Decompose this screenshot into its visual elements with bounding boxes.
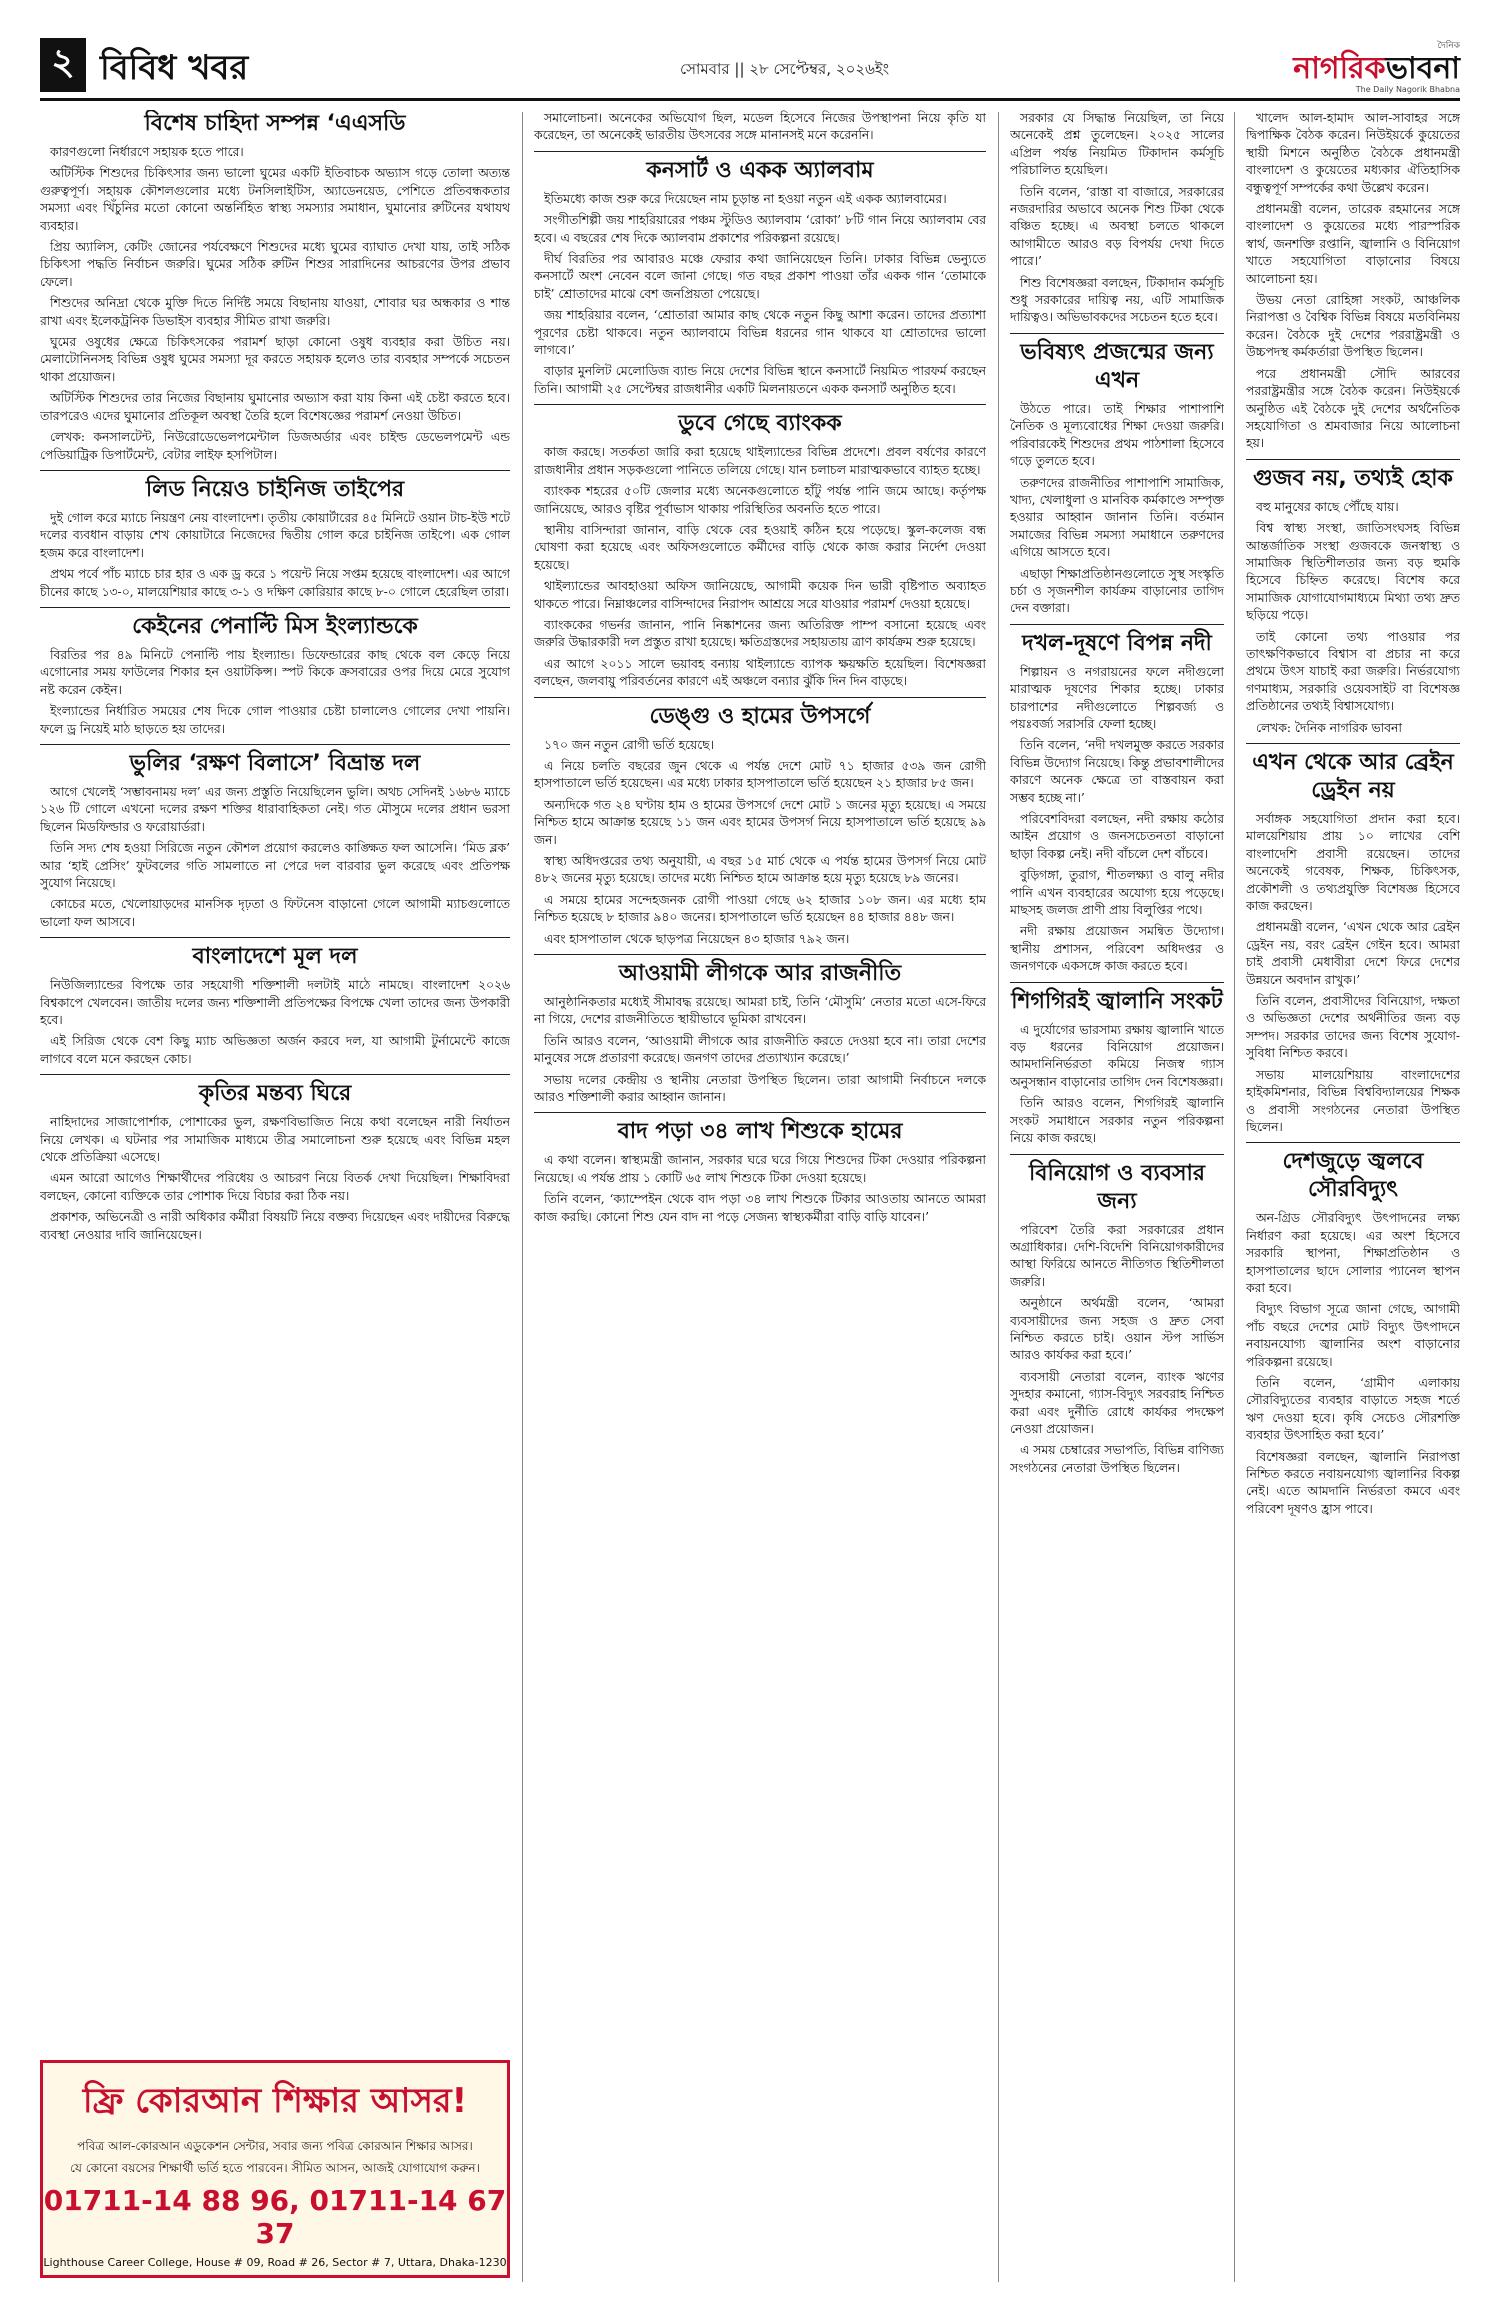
- article-paragraph: তিনি বলেন, ‘ক্যাম্পেইন থেকে বাদ পড়া ৩৪ লাখ শিশুকে টিকার আওতায় আনতে আমরা কাজ করছি। কোনো শিশু যেন বাদ না পড়ে সেজন্য স্বাস্থ্যকর্মীরা বাড়ি বাড়ি যাবেন।’: [534, 1192, 986, 1224]
- article-paragraph: কাজ করছে। সতর্কতা জারি করা হয়েছে থাইল্যান্ডের বিভিন্ন প্রদেশে। প্রবল বর্ষণের কারণে রাজধানীর প্রধান সড়কগুলো পানিতে তলিয়ে গেছে। যান চলাচল মারাত্মকভাবে ব্যাহত হচ্ছে।: [534, 445, 986, 477]
- article-headline: লিড নিয়েও চাইনিজ তাইপের: [40, 470, 510, 504]
- article-paragraph: বহু মানুষের কাছে পৌঁছে যায়।: [1256, 499, 1399, 514]
- article-paragraph: বাড়ার মুনলিট মেলোডিজ ব্যান্ড নিয়ে দেশের বিভিন্ন স্থানে কনসার্টে নিয়মিত পারফর্ম করছেন তিনি। আগামী ২৫ সেপ্টেম্বর রাজধানীর একটি মিলনায়তনে একক কনসার্ট অনুষ্ঠিত হবে।: [534, 364, 986, 396]
- article-paragraph: প্রধানমন্ত্রী বলেন, ‘এখন থেকে আর ব্রেইন ড্রেইন নয়, বরং ব্রেইন গেইন হবে। আমরা চাই প্রবাসী মেধাবীরা দেশে ফিরে দেশের উন্নয়নে অবদান রাখুক।’: [1246, 920, 1460, 987]
- article-paragraph: খালেদ আল-হামাদ আল-সাবাহর সঙ্গে দ্বিপাক্ষিক বৈঠক করেন। নিউইয়র্কে কুয়েতের স্থায়ী মিশনে অনুষ্ঠিত বৈঠকে প্রধানমন্ত্রী বাংলাদেশ ও কুয়েতের মধ্যকার ঐতিহাসিক বন্ধুত্বপূর্ণ সম্পর্কের কথা উল্লেখ করেন।: [1246, 111, 1460, 195]
- article-headline: কৃতির মন্তব্য ঘিরে: [40, 1074, 510, 1108]
- article-paragraph: প্রধানমন্ত্রী বলেন, তারেক রহমানের সঙ্গে বাংলাদেশ ও কুয়েতের মধ্যে পারস্পরিক স্বার্থ, জনশক্তি রপ্তানি, জ্বালানি ও বিনিয়োগ খাতে সহযোগিতা বাড়ানোর বিষয়ে আলোচনা হয়।: [1246, 202, 1460, 286]
- article-paragraph: এ নিয়ে চলতি বছরের জুন থেকে এ পর্যন্ত দেশে মোট ৭১ হাজার ৫৩৯ জন রোগী হাসপাতালে ভর্তি হয়েছেন। এর মধ্যে ঢাকার হাসপাতালে ভর্তি হয়েছেন ২১ হাজার ৮৫ জন।: [534, 758, 986, 791]
- article-headline: শিগগিরই জ্বালানি সংকট: [1010, 982, 1224, 1016]
- article-paragraph: এ দুর্যোগের ভারসাম্য রক্ষায় জ্বালানি খাতে বড় ধরনের বিনিয়োগ প্রয়োজন। আমদানিনির্ভরতা কমিয়ে নিজস্ব গ্যাস অনুসন্ধান বাড়ানোর তাগিদ দেন বিশেষজ্ঞরা।: [1010, 1022, 1224, 1089]
- article-paragraph: বিশ্ব স্বাস্থ্য সংস্থা, জাতিসংঘসহ বিভিন্ন আন্তর্জাতিক সংস্থা গুজবকে জনস্বাস্থ্য ও সামাজিক স্থিতিশীলতার জন্য বড় হুমকি হিসেবে চিহ্নিত করেছে। বিশেষ করে সামাজিক যোগাযোগমাধ্যমে মিথ্যা তথ্য দ্রুত ছড়িয়ে পড়ে।: [1246, 521, 1460, 623]
- article: [534, 697, 986, 948]
- ad-address: Lighthouse Career College, House # 09, Road # 26, Sector # 7, Uttara, Dhaka-1230: [43, 2256, 507, 2269]
- article: [40, 937, 510, 1068]
- article-paragraph: নাহিদাদের সাজাপোর্শাক, পোশাকের ভুল, রক্ষণবিভাজিত নিয়ে কথা বলেছেন নারী নির্যাতন নিয়ে লেখক। এ ঘটনার পর সামাজিক মাধ্যমে তীব্র সমালোচনা শুরু হয়েছে এবং বিভিন্ন মহল থেকে প্রতিক্রিয়া এসেছে।: [40, 1115, 510, 1165]
- article: [534, 151, 986, 398]
- quran-class-advertisement: [40, 2060, 510, 2278]
- ad-line-1: পবিত্র আল-কোরআন এডুকেশন সেন্টার, সবার জন্য পবিত্র কোরআন শিক্ষার আসর।: [77, 2139, 473, 2153]
- article: [1246, 459, 1460, 737]
- article-paragraph: অন-গ্রিড সৌরবিদ্যুৎ উৎপাদনের লক্ষ্য নির্ধারণ করা হয়েছে। এর অংশ হিসেবে সরকারি স্থাপনা, শিক্ষাপ্রতিষ্ঠান ও হাসপাতালের ছাদে সোলার প্যানেল স্থাপন করা হবে।: [1246, 1211, 1460, 1295]
- article: [1010, 110, 1224, 327]
- article: [1010, 1154, 1224, 1478]
- column-1: [40, 110, 510, 2050]
- article-paragraph: সর্বাঙ্গক সহযোগিতা প্রদান করা হবে। মালয়েশিয়ায় প্রায় ১০ লাখের বেশি বাংলাদেশি প্রবাসী রয়েছেন। তাদের অনেকেই গবেষক, শিক্ষক, চিকিৎসক, প্রকৌশলী ও তথ্যপ্রযুক্তি বিশেষজ্ঞ হিসেবে কাজ করছেন।: [1246, 812, 1460, 914]
- article-paragraph: প্রথম পর্বে পাঁচ ম্যাচে চার হার ও এক ড্র করে ১ পয়েন্ট নিয়ে সপ্তম হয়েছে বাংলাদেশ। এর আগে চীনের কাছে ১৩-০, মালয়েশিয়ার কাছে ৩-১ ও দক্ষিণ কোরিয়ার কাছে ৮-০ গোলে হেরেছিল তারা।: [40, 567, 510, 599]
- article-paragraph: এবং হাসপাতাল থেকে ছাড়পত্র নিয়েছেন ৪৩ হাজার ৭৯২ জন।: [544, 931, 850, 946]
- article-paragraph: পরে প্রধানমন্ত্রী সৌদি আরবের পররাষ্ট্রমন্ত্রীর সঙ্গে বৈঠক করেন। নিউইয়র্কে অনুষ্ঠিত এই বৈঠকে দুই দেশের অর্থনৈতিক সহযোগিতা ও শ্রমবাজার নিয়ে আলোচনা হয়।: [1246, 366, 1460, 451]
- article-paragraph: শিশুদের অনিদ্রা থেকে মুক্তি দিতে নির্দিষ্ট সময়ে বিছানায় যাওয়া, শোবার ঘর অন্ধকার ও শান্ত রাখা এবং ইলেকট্রনিক ডিভাইস ব্যবহার সীমিত রাখা জরুরি।: [40, 296, 510, 328]
- article-headline: গুজব নয়, তথ্যই হোক: [1246, 459, 1460, 493]
- article-headline: বিশেষ চাহিদা সম্পন্ন ‘এএসডি: [144, 111, 406, 136]
- article-paragraph: ব্যাংককের গভর্নর জানান, পানি নিষ্কাশনের জন্য অতিরিক্ত পাম্প বসানো হয়েছে এবং জরুরি উদ্ধারকারী দল প্রস্তুত রাখা হয়েছে। ক্ষতিগ্রস্তদের সহায়তায় ত্রাণ কার্যক্রম শুরু হয়েছে।: [534, 617, 986, 650]
- article-paragraph: বিশেষজ্ঞরা বলছেন, জ্বালানি নিরাপত্তা নিশ্চিত করতে নবায়নযোগ্য জ্বালানির বিকল্প নেই। এতে আমদানি নির্ভরতা কমবে এবং পরিবেশ দূষণও হ্রাস পাবে।: [1246, 1449, 1460, 1516]
- article-paragraph: নিউজিল্যান্ডের বিপক্ষে তার সহযোগী শক্তিশালী দলটাই মাঠে নামছে। বাংলাদেশ ২০২৬ বিশ্বকাপে খেলবেন। জাতীয় দলের জন্য শক্তিশালী প্রতিপক্ষের বিপক্ষে খেলা তাদের জন্য উপকারী হবে।: [40, 978, 510, 1028]
- article-paragraph: স্বাস্থ্য অধিদপ্তরের তথ্য অনুযায়ী, এ বছর ১৫ মার্চ থেকে এ পর্যন্ত হামের উপসর্গ নিয়ে মোট ৪৮২ জনের মৃত্যু হয়েছে। তাদের মধ্যে নিশ্চিত হামে আক্রান্ত হয়ে মৃত্যু হয়েছে ৮৯ জনের।: [534, 854, 986, 886]
- article: [534, 110, 986, 145]
- article: [40, 607, 510, 738]
- article-paragraph: এই সিরিজ থেকে বেশ কিছু ম্যাচ অভিজ্ঞতা অর্জন করবে দল, যা আগামী টুর্নামেন্টে কাজে লাগবে বলে মনে করছেন কোচ।: [40, 1034, 510, 1066]
- article-paragraph: এ সময়ে হামের সন্দেহজনক রোগী পাওয়া গেছে ৬২ হাজার ১০৮ জন। এর মধ্যে হাম নিশ্চিত হয়েছে ৮ হাজার ৯৪০ জনের। হাসপাতালে ভর্তি হয়েছেন ৪৪ হাজার ৪৪৮ জন।: [534, 892, 986, 925]
- article-paragraph: তাই কোনো তথ্য পাওয়ার পর তাৎক্ষণিকভাবে বিশ্বাস বা প্রচার না করে প্রথমে উৎস যাচাই করা জরুরি। নির্ভরযোগ্য গণমাধ্যম, সরকারি ওয়েবসাইট বা বিশেষজ্ঞ প্রতিষ্ঠানের তথ্যই বিশ্বাসযোগ্য।: [1246, 629, 1460, 714]
- article-paragraph: তিনি বলেন, ‘গ্রামীণ এলাকায় সৌরবিদ্যুতের ব্যবহার বাড়াতে সহজ শর্তে ঋণ দেওয়া হবে। কৃষি সেচেও সৌরশক্তি ব্যবহার উৎসাহিত করা হবে।’: [1246, 1375, 1460, 1443]
- article-paragraph: তিনি আরও বলেন, শিগগিরই জ্বালানি সংকট সমাধানে সরকার নতুন পরিকল্পনা নিয়ে কাজ করছে।: [1010, 1096, 1224, 1146]
- column-2: [534, 110, 986, 2280]
- article-paragraph: ইতিমধ্যে কাজ শুরু করে দিয়েছেন নাম চূড়ান্ত না হওয়া নতুন এই একক অ্যালবামের।: [544, 191, 947, 206]
- article-paragraph: সমালোচনা। অনেকের অভিযোগ ছিল, মডেল হিসেবে নিজের উপস্থাপনা নিয়ে কৃতি যা করেছেন, তা অনেকেই ভারতীয় উৎসবের সঙ্গে মানানসই মনে করেননি।: [534, 111, 986, 143]
- article-paragraph: স্থানীয় বাসিন্দারা জানান, বাড়ি থেকে বের হওয়াই কঠিন হয়ে পড়েছে। স্কুল-কলেজ বন্ধ ঘোষণা করা হয়েছে এবং অফিসগুলোতে কর্মীদের বাড়ি থেকে কাজ করার নির্দেশ দেওয়া হয়েছে।: [534, 522, 986, 572]
- masthead-name: [1260, 53, 1460, 85]
- article: [1246, 743, 1460, 1136]
- article-paragraph: বুড়িগঙ্গা, তুরাগ, শীতলক্ষ্যা ও বালু নদীর পানি এখন ব্যবহারের অযোগ্য হয়ে পড়েছে। মাছসহ জলজ প্রাণী প্রায় বিলুপ্তির পথে।: [1010, 868, 1224, 918]
- article-paragraph: তিনি বলেন, ‘রাস্তা বা বাজারে, সরকারের নজরদারির অভাবে অনেক শিশু টিকা থেকে বঞ্চিত হচ্ছে। এ অবস্থা চলতে থাকলে আগামীতে আরও বড় বিপর্যয় দেখা দিতে পারে।’: [1010, 184, 1224, 269]
- article-paragraph: সংগীতশিল্পী জয় শাহরিয়ারের পঞ্চম স্টুডিও অ্যালবাম ‘রোকা’ ৮টি গান নিয়ে অ্যালবাম বের হবে। এ বছরের শেষ দিকে অ্যালবাম প্রকাশের পরিকল্পনা রয়েছে।: [534, 213, 986, 245]
- article-headline: আওয়ামী লীগকে আর রাজনীতি: [534, 954, 986, 988]
- article: [1246, 110, 1460, 453]
- article-paragraph: থাইল্যান্ডের আবহাওয়া অফিস জানিয়েছে, আগামী কয়েক দিন ভারী বৃষ্টিপাত অব্যাহত থাকতে পারে। নিম্নাঞ্চলের বাসিন্দাদের নিরাপদ আশ্রয়ে সরে যাওয়ার পরামর্শ দেওয়া হয়েছে।: [534, 579, 986, 611]
- article-paragraph: শিল্পায়ন ও নগরায়নের ফলে নদীগুলো মারাত্মক দূষণের শিকার হচ্ছে। ঢাকার চারপাশের নদীগুলোতে শিল্পবর্জ্য ও পয়ঃবর্জ্য সরাসরি ফেলা হচ্ছে।: [1010, 664, 1224, 731]
- article-paragraph: তরুণদের রাজনীতির পাশাপাশি সামাজিক, খাদ্য, খেলাধুলা ও মানবিক কর্মকাণ্ডে সম্পৃক্ত হওয়ার আহ্বান জানান তিনি। বর্তমান সমাজের বিভিন্ন সমস্যা সমাধানে তরুণদের এগিয়ে আসতে হবে।: [1010, 475, 1224, 560]
- article-paragraph: তিনি বলেন, ‘নদী দখলমুক্ত করতে সরকার বিভিন্ন উদ্যোগ নিয়েছে। কিন্তু প্রভাবশালীদের কারণে অনেক ক্ষেত্রে তা বাস্তবায়ন করা সম্ভব হচ্ছে না।’: [1010, 738, 1224, 805]
- article-paragraph: পরিবেশবিদরা বলছেন, নদী রক্ষায় কঠোর আইন প্রয়োগ ও জনসচেতনতা বাড়ানো ছাড়া বিকল্প নেই। নদী বাঁচলে দেশ বাঁচবে।: [1010, 812, 1224, 861]
- column-4: [1246, 110, 1460, 2280]
- page-number: ২: [40, 38, 86, 92]
- article-paragraph: কোচের মতে, খেলোয়াড়দের মানসিক দৃঢ়তা ও ফিটনেস বাড়ানো গেলে আগামী ম্যাচগুলোতে ভালো ফল আসবে।: [40, 897, 510, 929]
- article-paragraph: এমন আরো আগেও শিক্ষার্থীদের পরিধেয় ও আচরণ নিয়ে বিতর্ক দেখা দিয়েছিল। শিক্ষাবিদরা বলছেন, কোনো ব্যক্তিকে তার পোশাক দিয়ে বিচার করা ঠিক নয়।: [40, 1171, 510, 1203]
- article-headline: বাংলাদেশে মূল দল: [40, 937, 510, 971]
- article-paragraph: উঠতে পারে। তাই শিক্ষার পাশাপাশি নৈতিক ও মূল্যবোধের শিক্ষা দেওয়া জরুরি। পরিবারকেই শিশুদের প্রথম পাঠশালা হিসেবে গড়ে তুলতে হবে।: [1010, 401, 1224, 469]
- article-paragraph: তিনি বলেন, প্রবাসীদের বিনিয়োগ, দক্ষতা ও অভিজ্ঞতা দেশের অর্থনীতির জন্য বড় সম্পদ। সরকার তাদের জন্য বিশেষ সুযোগ-সুবিধা নিশ্চিত করবে।: [1246, 994, 1460, 1061]
- article-paragraph: আনুষ্ঠানিকতার মধ্যেই সীমাবদ্ধ রয়েছে। আমরা চাই, তিনি ‘মৌসুমি’ নেতার মতো এসে-ফিরে না গিয়ে, দেশের রাজনীতিতে স্থায়ীভাবে ভূমিকা রাখবেন।: [534, 995, 986, 1027]
- article-paragraph: ঘুমের ওষুধের ক্ষেত্রে চিকিৎসকের পরামর্শ ছাড়া কোনো ওষুধ ব্যবহার করা উচিত নয়। মেলাটোনিনসহ বিভিন্ন ওষুধ ঘুমের সমস্যা দূর করতে সহায়ক হলেও তার ব্যবহার সম্পর্কে সচেতন থাকা প্রয়োজন।: [40, 335, 510, 384]
- article: [534, 1112, 986, 1226]
- article: [1246, 1142, 1460, 1518]
- article-paragraph: তিনি আরও বলেন, ‘আওয়ামী লীগকে আর রাজনীতি করতে দেওয়া হবে না। তারা দেশের মানুষের সঙ্গে প্রতারণা করেছে। জনগণ তাদের প্রত্যাখ্যান করেছে।’: [534, 1033, 986, 1066]
- column-3: [1010, 110, 1224, 2280]
- article: [1010, 624, 1224, 976]
- article-paragraph: অটিস্টিক শিশুদের চিকিৎসার জন্য ভালো ঘুমের একটি ইতিবাচক অভ্যাস গড়ে তোলা অত্যন্ত গুরুত্বপূর্ণ। সহায়ক কৌশলগুলোর মধ্যে টনসিলাইটিস, অ্যাডেনয়েড, পেশিতে প্রতিবন্ধকতার সমস্যা এবং খিঁচুনির মতো কোনো অন্তর্নিহিত স্বাস্থ্য সমস্যার সমাধান, ঘুমানোর রুটিনের যথাযথ ব্যবহার।: [40, 166, 510, 233]
- article-paragraph: জয় শাহরিয়ার বলেন, ‘শ্রোতারা আমার কাছ থেকে নতুন কিছু আশা করেন। তাদের প্রত্যাশা পূরণের চেষ্টা থাকবে। নতুন অ্যালবামে বিভিন্ন ধরনের গান থাকবে যা শ্রোতাদের ভালো লাগবে।’: [534, 308, 986, 358]
- article: [40, 470, 510, 601]
- article-paragraph: তিনি সদ্য শেষ হওয়া সিরিজে নতুন কৌশল প্রয়োগ করলেও কাঙ্ক্ষিত ফল আসেনি। ‘মিড ব্লক’ আর ‘হাই প্রেসিং’ ফুটবলের গতি সামলাতে না পেরে দল বারবার ভুল করেছে এবং প্রতিপক্ষ সুযোগ নিয়েছে।: [40, 841, 510, 890]
- article-paragraph: দুই গোল করে ম্যাচে নিয়ন্ত্রণ নেয় বাংলাদেশ। তৃতীয় কোয়ার্টারের ৪৫ মিনিটে ওয়ান টাচ-ইউ শটে দলের ব্যবধান বাড়ায় শেখ কোয়াটারে নিজেদের দ্বিতীয় গোল করে চাইনিজ তাইপে। এক গোল হজম করে বাংলাদেশ।: [40, 510, 510, 560]
- article: [1010, 333, 1224, 618]
- article-paragraph: প্রিয় অ্যালিস, কেটিং জোনের পর্যবেক্ষণে শিশুদের মধ্যে ঘুমের ব্যাঘাত দেখা যায়, তাই সঠিক চিকিৎসা পদ্ধতি নির্বাচন জরুরি। ঘুমের সঠিক রুটিন শিশুর সারাদিনের আচরণের উপর প্রভাব ফেলে।: [40, 240, 510, 289]
- article-headline: এখন থেকে আর ব্রেইন ড্রেইন নয়: [1246, 743, 1460, 805]
- article-paragraph: এছাড়া শিক্ষাপ্রতিষ্ঠানগুলোতে সুস্থ সংস্কৃতি চর্চা ও সৃজনশীল কার্যক্রম বাড়ানোর তাগিদ দেন বক্তারা।: [1010, 566, 1224, 616]
- article-headline: দেশজুড়ে জ্বলবে সৌরবিদ্যুৎ: [1246, 1142, 1460, 1204]
- article: [40, 110, 510, 464]
- article-headline: দখল-দূষণে বিপন্ন নদী: [1010, 624, 1224, 658]
- ad-line-2: যে কোনো বয়সের শিক্ষার্থী ভর্তি হতে পারবেন। সীমিত আসন, আজই যোগাযোগ করুন।: [70, 2161, 480, 2175]
- masthead-name-red: নাগরিক: [1293, 51, 1386, 86]
- article-paragraph: সরকার যে সিদ্ধান্ত নিয়েছিল, তা নিয়ে অনেকেই প্রশ্ন তুলেছেন। ২০২৫ সালের এপ্রিল পর্যন্ত নিয়মিত টিকাদান কর্মসূচি পরিচালিত হয়েছিল।: [1010, 111, 1224, 178]
- article-paragraph: সভায় মালয়েশিয়ায় বাংলাদেশের হাইকমিশনার, বিভিন্ন বিশ্ববিদ্যালয়ের শিক্ষক ও প্রবাসী সংগঠনের নেতারা উপস্থিত ছিলেন।: [1246, 1067, 1460, 1134]
- section-title: বিবিধ খবর: [100, 48, 249, 88]
- article-headline: কেইনের পেনাল্টি মিস ইংল্যান্ডকে: [40, 607, 510, 641]
- article-paragraph: এ সময় চেম্বারের সভাপতি, বিভিন্ন বাণিজ্য সংগঠনের নেতারা উপস্থিত ছিলেন।: [1010, 1443, 1224, 1475]
- issue-date: সোমবার || ২৮ সেপ্টেম্বর, ২০২৬ইং: [680, 60, 890, 78]
- article-headline: ডুবে গেছে ব্যাংকক: [534, 404, 986, 438]
- article-paragraph: ব্যবসায়ী নেতারা বলেন, ব্যাংক ঋণের সুদহার কমানো, গ্যাস-বিদ্যুৎ সরবরাহ নিশ্চিত করা এবং দুর্নীতি রোধে কার্যকর পদক্ষেপ নেওয়া প্রয়োজন।: [1010, 1369, 1224, 1436]
- page-header: [40, 38, 1460, 101]
- article-headline: ভুলির ‘রক্ষণ বিলাসে’ বিভ্রান্ত দল: [40, 744, 510, 778]
- newspaper-masthead: [1260, 38, 1460, 92]
- article-paragraph: ইংল্যান্ডের নির্ধারিত সময়ের শেষ দিকে গোল পাওয়ার চেষ্টা চালালেও গোলের দেখা পায়নি। ফলে ড্র নিয়েই মাঠ ছাড়তে হয় তাদের।: [40, 704, 510, 736]
- article-paragraph: বিদ্যুৎ বিভাগ সূত্রে জানা গেছে, আগামী পাঁচ বছরে দেশের মোট বিদ্যুৎ উৎপাদনে নবায়নযোগ্য জ্বালানির অংশ বাড়ানোর পরিকল্পনা রয়েছে।: [1246, 1302, 1460, 1369]
- article-paragraph: এর আগে ২০১১ সালে ভয়াবহ বন্যায় থাইল্যান্ডে ব্যাপক ক্ষয়ক্ষতি হয়েছিল। বিশেষজ্ঞরা বলছেন, জলবায়ু পরিবর্তনের কারণে এই অঞ্চলে বন্যার ঝুঁকি দিন দিন বাড়ছে।: [534, 656, 986, 689]
- article: [534, 404, 986, 690]
- article-paragraph: বিরতির পর ৪৯ মিনিটে পেনাল্টি পায় ইংল্যান্ড। ডিফেন্ডারের কাছ থেকে বল কেড়ে নিয়ে এগোনোর সময় ফাউলের শিকার হন ওয়াটকিন্স। স্পট কিকে ক্রসবারের ওপর দিয়ে মেরে সুযোগ নষ্ট করেন কেইন।: [40, 647, 510, 697]
- ad-title: ফ্রি কোরআন শিক্ষার আসর!: [82, 2081, 468, 2121]
- article-paragraph: নদী রক্ষায় প্রয়োজন সমন্বিত উদ্যোগ। স্থানীয় প্রশাসন, পরিবেশ অধিদপ্তর ও জনগণকে একসঙ্গে কাজ করতে হবে।: [1010, 924, 1224, 974]
- article-paragraph: উভয় নেতা রোহিঙ্গা সংকট, আঞ্চলিক নিরাপত্তা ও বৈশ্বিক বিভিন্ন বিষয়ে মতবিনিময় করেন। বৈঠকে দুই দেশের পররাষ্ট্রমন্ত্রী ও উচ্চপদস্থ কর্মকর্তারা উপস্থিত ছিলেন।: [1246, 293, 1460, 360]
- article-headline: বিনিয়োগ ও ব্যবসার জন্য: [1010, 1154, 1224, 1216]
- article-paragraph: সভায় দলের কেন্দ্রীয় ও স্থানীয় নেতারা উপস্থিত ছিলেন। তারা আগামী নির্বাচনে দলকে আরও শক্তিশালী করার আহ্বান জানান।: [534, 1072, 986, 1105]
- masthead-tag: দৈনিক: [1437, 41, 1460, 51]
- masthead-subtitle: The Daily Nagorik Bhabna: [1355, 85, 1460, 94]
- article: [40, 1074, 510, 1244]
- article-paragraph: প্রকাশক, অভিনেত্রী ও নারী অধিকার কর্মীরা বিষয়টি নিয়ে বক্তব্য দিয়েছেন এবং দায়ীদের বিরুদ্ধে ব্যবস্থা নেওয়ার দাবি জানিয়েছেন।: [40, 1210, 510, 1242]
- article-paragraph: দীর্ঘ বিরতির পর আবারও মঞ্চে ফেরার কথা জানিয়েছেন তিনি। ঢাকার বিভিন্ন ভেন্যুতে কনসার্টে অংশ নেবেন বলে জানা গেছে। গত বছর প্রকাশ পাওয়া তাঁর একক গান ‘তোমাকে চাই’ শ্রোতাদের মাঝে বেশ জনপ্রিয়তা পেয়েছে।: [534, 252, 986, 301]
- article-headline: ডেঙ্গু ও হামের উপসর্গে: [534, 697, 986, 731]
- article-paragraph: লেখক: দৈনিক নাগরিক ভাবনা: [1256, 720, 1402, 735]
- article-paragraph: পরিবেশ তৈরি করা সরকারের প্রধান অগ্রাধিকার। দেশি-বিদেশি বিনিয়োগকারীদের আস্থা ফিরিয়ে আনতে নীতিগত স্থিতিশীলতা জরুরি।: [1010, 1222, 1224, 1289]
- article-paragraph: অন্যদিকে গত ২৪ ঘণ্টায় হাম ও হামের উপসর্গে দেশে মোট ১ জনের মৃত্যু হয়েছে। এ সময়ে নিশ্চিত হামে আক্রান্ত হয়েছে ১১ জন এবং হামের উপসর্গ নিয়ে হাসপাতালে ভর্তি হয়েছে ৯৯ জন।: [534, 797, 986, 847]
- article-paragraph: অনুষ্ঠানে অর্থমন্ত্রী বলেন, ‘আমরা ব্যবসায়ীদের জন্য সহজ ও দ্রুত সেবা নিশ্চিত করতে চাই। ওয়ান স্টপ সার্ভিস আরও কার্যকর করা হবে।’: [1010, 1296, 1224, 1363]
- article-paragraph: আগে খেলেই ‘সম্ভাবনাময় দল’ এর জন্য প্রস্তুতি নিয়েছিলেন ভুলি। অথচ সেদিনই ১৬৮৬ ম্যাচে ১২৬ টি গোলে এখনো দলের রক্ষণ শক্তির ধারাবাহিকতা নেই। গত মৌসুমে দলের প্রধান ভরসা ছিলেন মিডফিল্ডার ও ফরোয়ার্ডরা।: [40, 784, 510, 834]
- masthead-name-black: ভাবনা: [1385, 51, 1460, 86]
- article: [40, 744, 510, 931]
- article-paragraph: অটিস্টিক শিশুদের তার নিজের বিছানায় ঘুমানোর অভ্যাস করা যায় কিনা এই চেষ্টা করতে হবে। তারপরেও এদের ঘুমানোর প্রতিকূল অবস্থা তৈরি হলে বিশেষজ্ঞের পরামর্শ নেওয়া উচিত।: [40, 391, 510, 423]
- article: [534, 954, 986, 1106]
- article-paragraph: শিশু বিশেষজ্ঞরা বলছেন, টিকাদান কর্মসূচি শুধু সরকারের দায়িত্ব নয়, এটি সামাজিক দায়িত্বও। অভিভাবকদের সচেতন হতে হবে।: [1010, 275, 1224, 325]
- article-headline: ভবিষ্যৎ প্রজন্মের জন্য এখন: [1010, 333, 1224, 395]
- article-paragraph: এ কথা বলেন। স্বাস্থ্যমন্ত্রী জানান, সরকার ঘরে ঘরে গিয়ে শিশুদের টিকা দেওয়ার পরিকল্পনা নিয়েছে। এ পর্যন্ত প্রায় ১ কোটি ৬৫ লাখ শিশুকে টিকা দেওয়া হয়েছে।: [534, 1153, 986, 1185]
- article-headline: বাদ পড়া ৩৪ লাখ শিশুকে হামের: [534, 1112, 986, 1146]
- article-paragraph: ১৭০ জন নতুন রোগী ভর্তি হয়েছে।: [544, 737, 715, 752]
- article: [1010, 982, 1224, 1148]
- article-paragraph: কারণগুলো নির্ধারণে সহায়ক হতে পারে।: [50, 145, 244, 159]
- article-headline: কনসার্ট ও একক অ্যালবাম: [534, 151, 986, 185]
- article-paragraph: ব্যাংকক শহরের ৫০টি জেলার মধ্যে অনেকগুলোতে হাঁটু পর্যন্ত পানি জমে আছে। কর্তৃপক্ষ জানিয়েছে, আরও বৃষ্টির পূর্বাভাস থাকায় পরিস্থিতির অবনতি হতে পারে।: [534, 484, 986, 516]
- ad-phones: 01711-14 88 96, 01711-14 67 37: [43, 2184, 507, 2250]
- article-paragraph: লেখক: কনসালটেন্ট, নিউরোডেভেলপমেন্টাল ডিজঅর্ডার এবং চাইল্ড ডেভেলপমেন্ট এন্ড পেডিয়াট্রিক ডিপার্টমেন্ট, বেটার লাইফ হসপিটাল।: [40, 430, 510, 462]
